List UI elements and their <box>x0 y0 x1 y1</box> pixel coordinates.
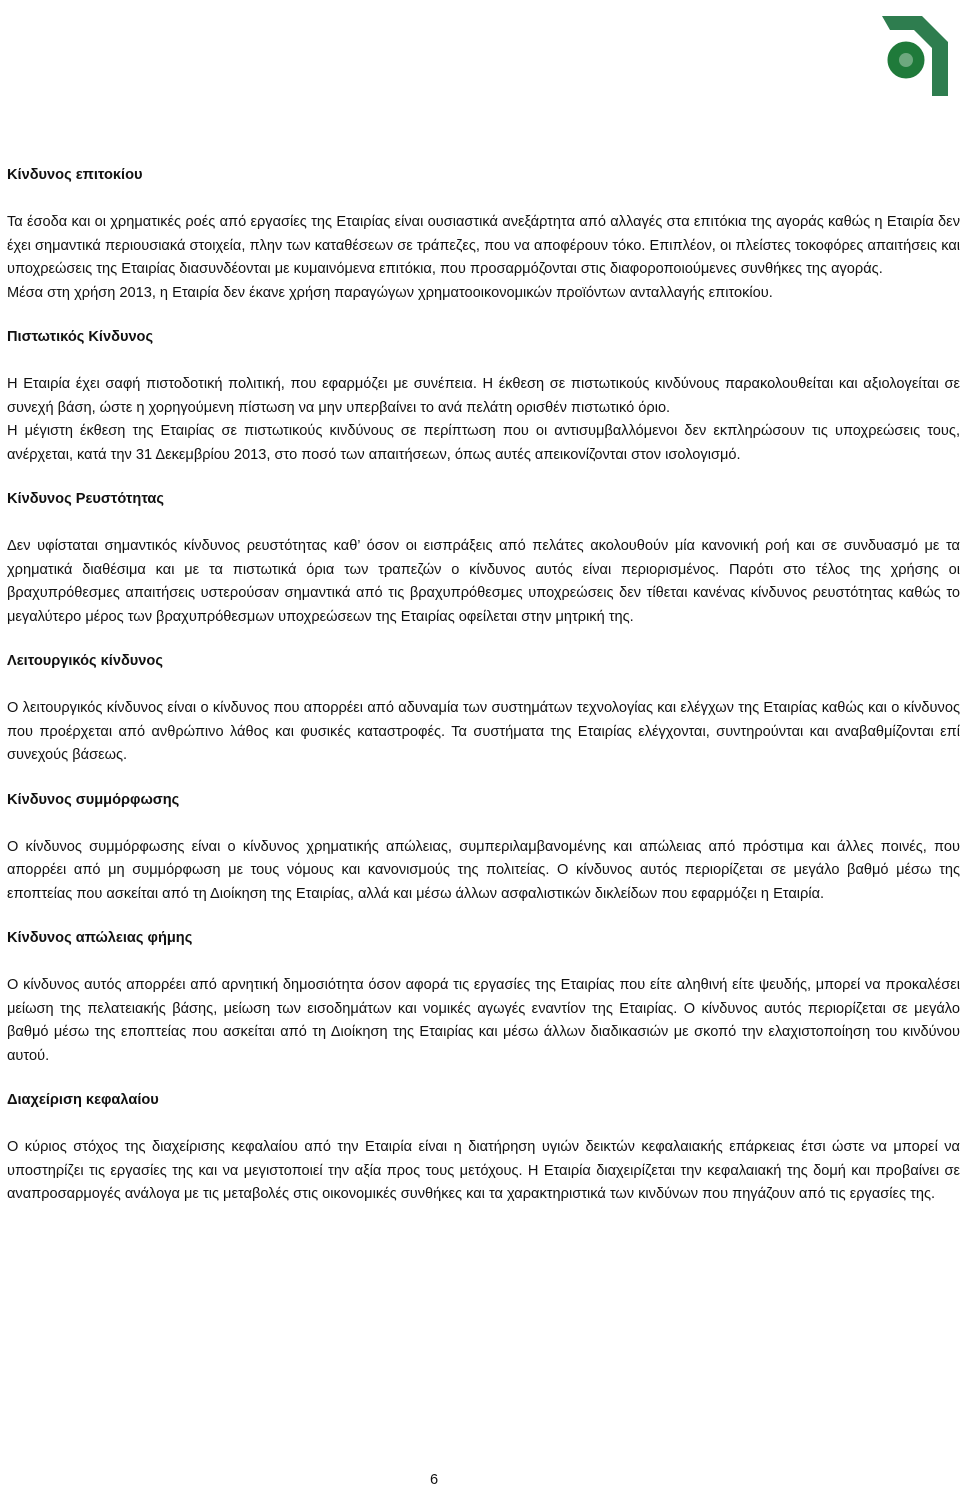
section-paragraph: Δεν υφίσταται σημαντικός κίνδυνος ρευστότητας καθ’ όσον οι εισπράξεις από πελάτες ακολουθούν μία κανονική ροή και σε συνδυασμό με τα χρηματικά διαθέσιμα και με τα πιστωτικά όρια των τραπεζών ο κίνδυνος αυτός είναι περιορισμένος. Παρότι στο τέλος της χρήσης οι βραχυπρόθεσμες απαιτήσεις υστερούσαν σημαντικά από τις βραχυπρόθεσμες υποχρεώσεις δεν τίθεται κανένας κίνδυνος ρευστότητας καθώς το μεγαλύτερο μέρος των βραχυπρόθεσμων υποχρεώσεων της Εταιρίας οφείλεται στην μητρική της. <box>7 538 960 625</box>
section-paragraph: Ο κίνδυνος συμμόρφωσης είναι ο κίνδυνος χρηματικής απώλειας, συμπεριλαμβανομένης και απώλειας από πρόστιμα και άλλες ποινές, που απορρέει από μη συμμόρφωση με τους νόμους και κανονισμούς της πολιτείας. Ο κίνδυνος αυτός περιορίζεται σε μεγάλο βαθμό μέσω της εποπτείας που ασκείται από τη Διοίκηση της Εταιρίας, αλλά και μέσω άλλων ασφαλιστικών δικλείδων που εφαρμόζει η Εταιρία. <box>7 838 960 902</box>
section-paragraph: Τα έσοδα και οι χρηματικές ροές από εργασίες της Εταιρίας είναι ουσιαστικά ανεξάρτητα από αλλαγές στα επιτόκια της αγοράς καθώς η Εταιρία δεν έχει σημαντικά περιουσιακά στοιχεία, πλην των καταθέσεων σε τράπεζες, που να αποφέρουν τόκο. Επιπλέον, οι πλείστες τοκοφόρες απαιτήσεις και υποχρεώσεις της Εταιρίας διασυνδέονται με κυμαινόμενα επιτόκια, που προσαρμόζονται στις διαφοροποιούμενες συνθήκες της αγοράς. <box>7 214 960 278</box>
section-liquidity-risk <box>7 487 960 629</box>
section-heading: Κίνδυνος συμμόρφωσης <box>7 791 180 808</box>
section-paragraph: Η Εταιρία έχει σαφή πιστοδοτική πολιτική, που εφαρμόζει με συνέπεια. Η έκθεση σε πιστωτικούς κινδύνους παρακολουθείται και αξιολογείται σε συνεχή βάση, ώστε η χορηγούμενη πίστωση να μην υπερβαίνει το ανά πελάτη ορισθέν πιστωτικό όριο. <box>7 376 960 416</box>
section-heading: Διαχείριση κεφαλαίου <box>7 1092 159 1108</box>
section-heading: Λειτουργικός κίνδυνος <box>7 653 163 669</box>
document-body <box>7 163 960 1207</box>
page-number: 6 <box>429 1472 439 1488</box>
section-paragraph: Μέσα στη χρήση 2013, η Εταιρία δεν έκανε χρήση παραγώγων χρηματοοικονομικών προϊόντων ανταλλαγής επιτοκίου. <box>7 284 773 301</box>
logo-dot <box>899 53 913 67</box>
section-paragraph: Η μέγιστη έκθεση της Εταιρίας σε πιστωτικούς κινδύνους σε περίπτωση που οι αντισυμβαλλόμενοι δεν εκπληρώσουν τις υποχρεώσεις τους, ανέρχεται, κατά την 31 Δεκεμβρίου 2013, στο ποσό των απαιτήσεων, όπως αυτές απεικονίζονται στον ισολογισμό. <box>7 423 960 463</box>
section-heading: Κίνδυνος απώλειας φήμης <box>7 930 193 946</box>
section-reputation-risk <box>7 926 960 1068</box>
section-heading: Κίνδυνος επιτοκίου <box>7 167 143 183</box>
section-paragraph: Ο κύριος στόχος της διαχείρισης κεφαλαίου από την Εταιρία είναι η διατήρηση υγιών δεικτών κεφαλαιακής επάρκειας έτσι ώστε να μπορεί να υποστηρίζει τις εργασίες της και να μεγιστοποιεί την αξία προς τους μετόχους. Η Εταιρία διαχειρίζεται την κεφαλαιακή της δομή και προβαίνει σε αναπροσαρμογές ανάλογα με τις μεταβολές στις οικονομικές συνθήκες και τα χαρακτηριστικά των κινδύνων που πηγάζουν από τις εργασίες της. <box>7 1139 960 1202</box>
section-compliance-risk <box>7 788 960 907</box>
section-paragraph: Ο κίνδυνος αυτός απορρέει από αρνητική δημοσιότητα όσον αφορά τις εργασίες της Εταιρίας που είτε αληθινή είτε ψευδής, μπορεί να προκαλέσει μείωση της πελατειακής βάσης, μείωση των εισοδημάτων και νομικές αγωγές εναντίον της Εταιρίας. Ο κίνδυνος αυτός περιορίζεται σε μεγάλο βαθμό μέσω της εποπτείας που ασκείται από τη Διοίκηση της Εταιρίας και μέσω άλλων διαδικασιών με σκοπό την ελαχιστοποίηση του κινδύνου αυτού. <box>7 977 960 1064</box>
section-capital-management <box>7 1088 960 1207</box>
company-logo <box>862 8 954 100</box>
section-heading: Πιστωτικός Κίνδυνος <box>7 329 154 346</box>
section-paragraph: Ο λειτουργικός κίνδυνος είναι ο κίνδυνος που απορρέει από αδυναμία των συστημάτων τεχνολογίας και ελέγχων της Εταιρίας καθώς και ο κίνδυνος που προέρχεται από ανθρώπινο λάθος και φυσικές καταστροφές. Τα συστήματα της Εταιρίας ελέγχονται, συντηρούνται και αναβαθμίζονται επί συνεχούς βάσεως. <box>7 700 960 763</box>
section-credit-risk <box>7 325 960 467</box>
section-heading: Κίνδυνος Ρευστότητας <box>7 491 164 507</box>
section-interest-rate-risk <box>7 163 960 305</box>
section-operational-risk <box>7 649 960 768</box>
